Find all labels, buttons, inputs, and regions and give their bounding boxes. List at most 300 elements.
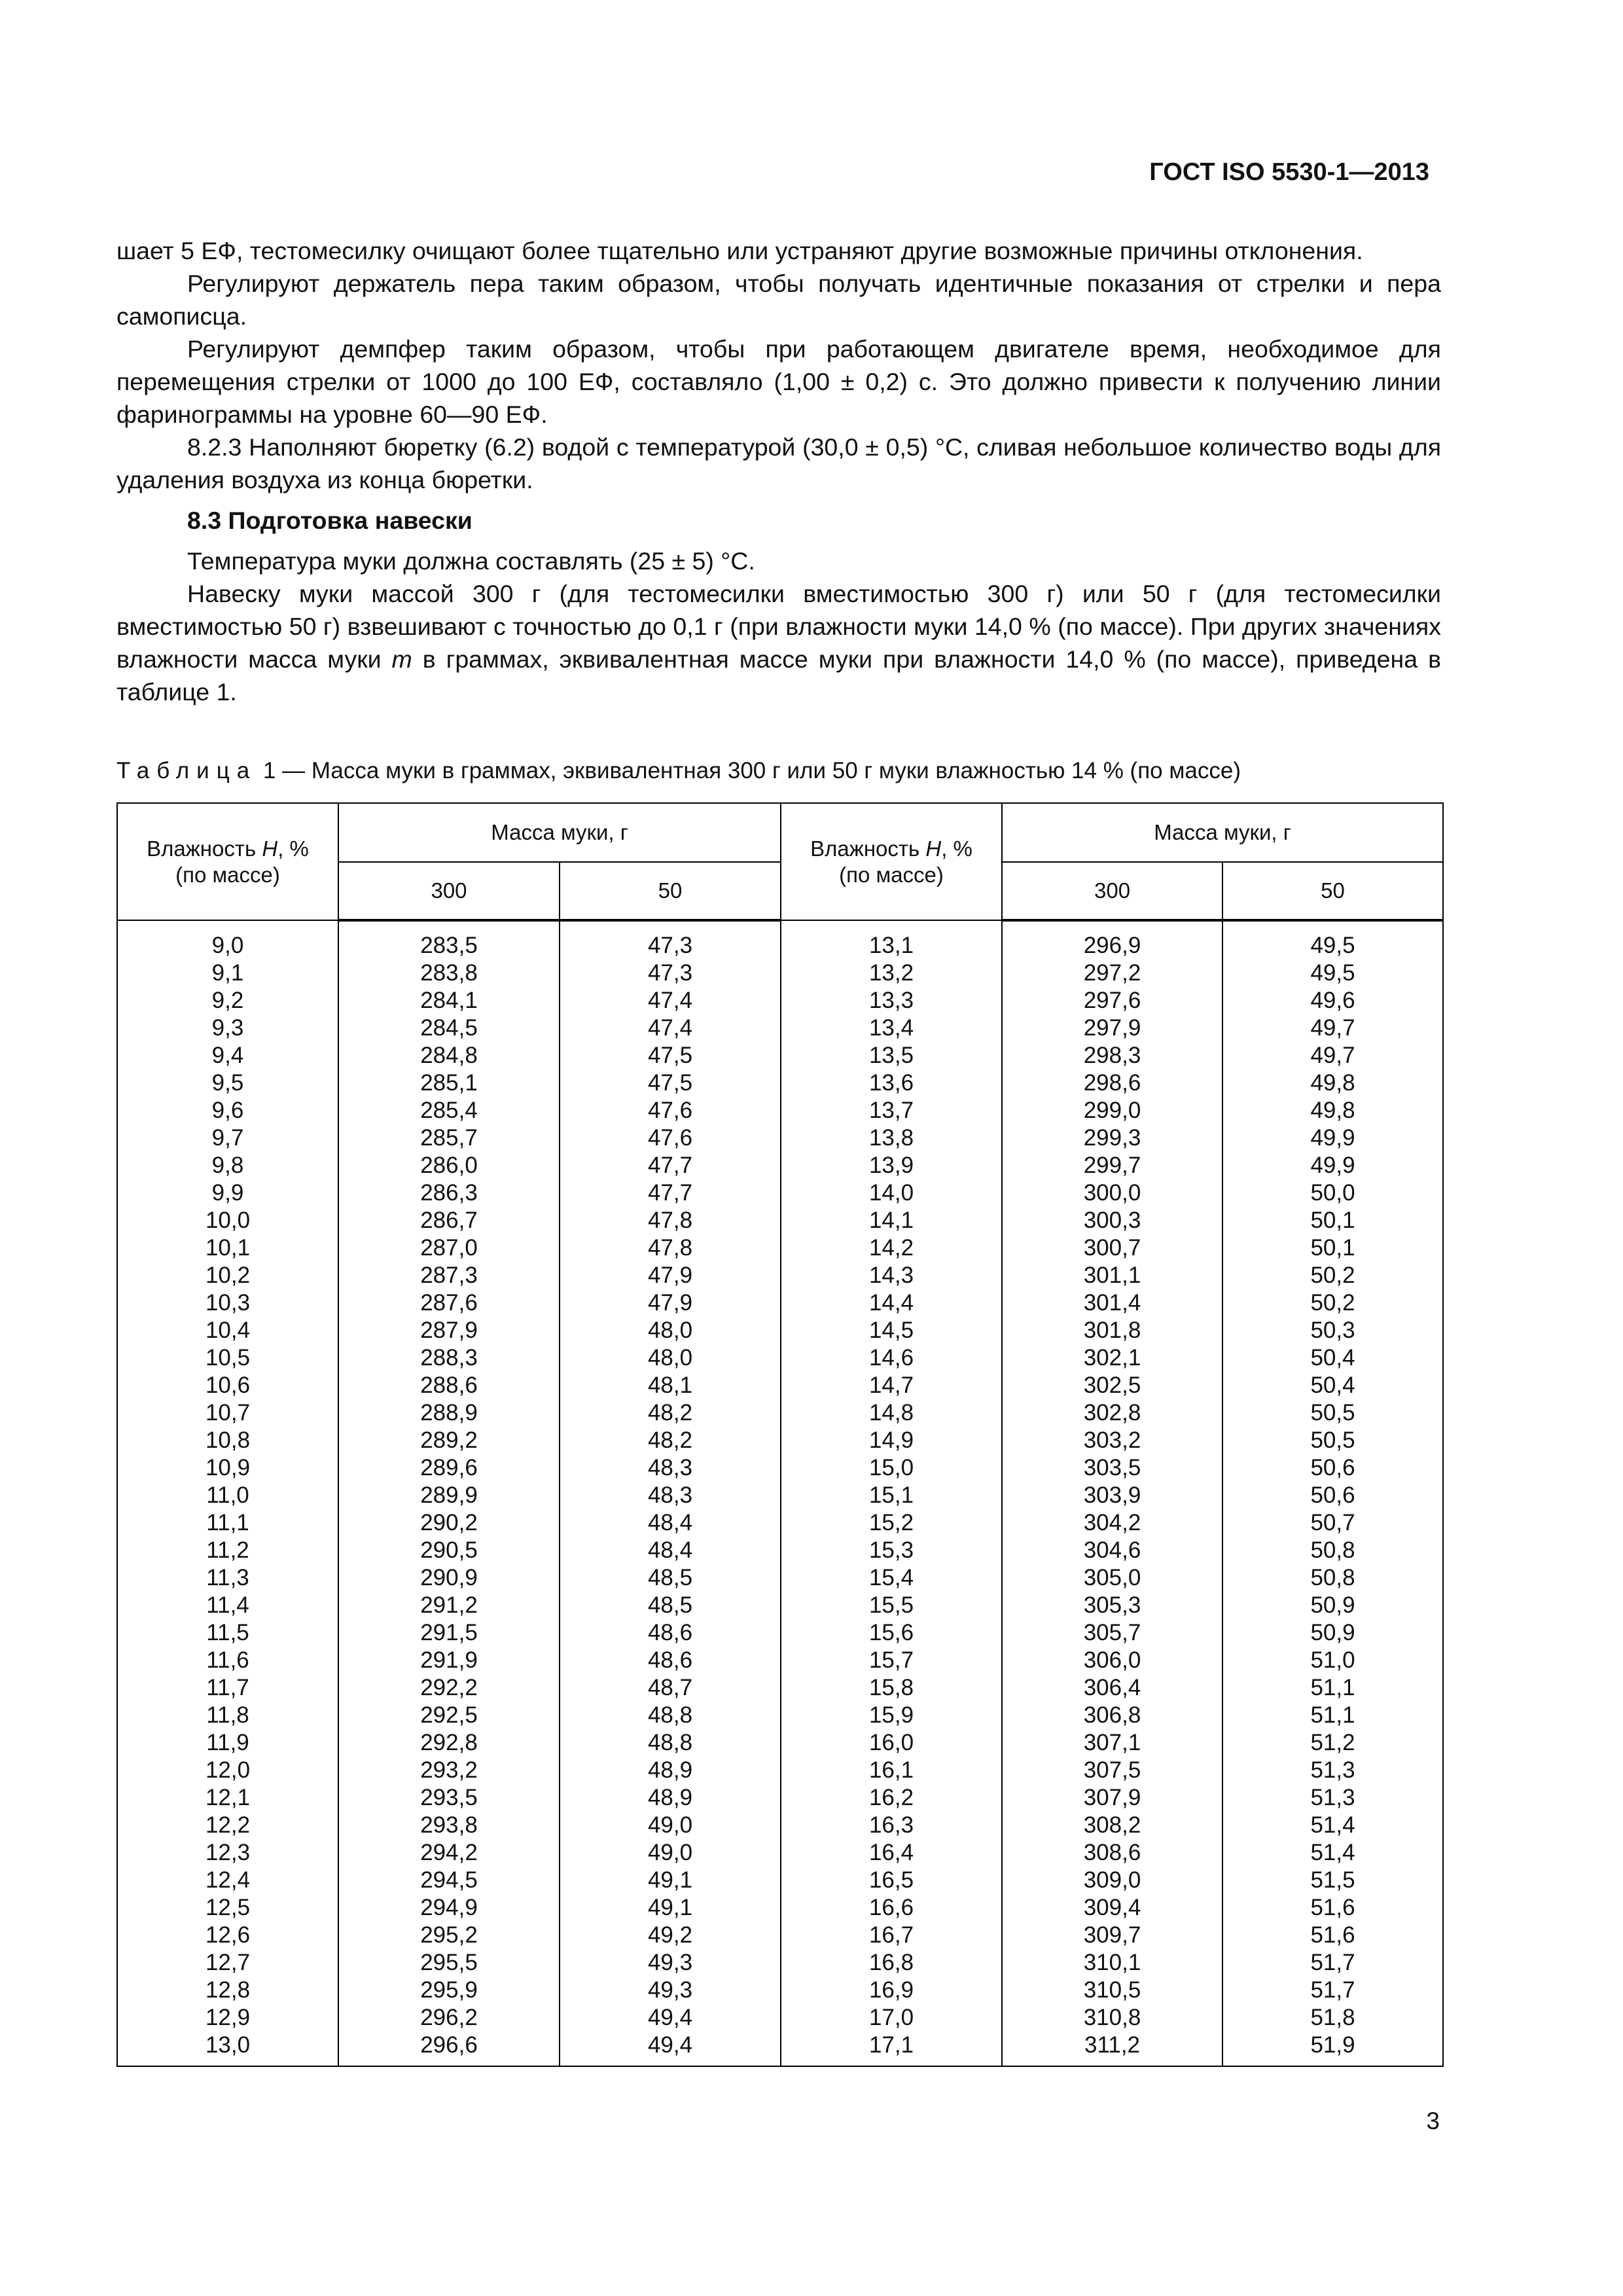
- table-cell: 47,8: [560, 1207, 781, 1234]
- table-cell: 10,6: [117, 1372, 338, 1399]
- table-cell: 296,9: [1002, 920, 1222, 960]
- table-cell: 50,7: [1222, 1509, 1443, 1537]
- table-row: [117, 1757, 1443, 1784]
- table-cell: 11,2: [117, 1537, 338, 1564]
- table-cell: 50,3: [1222, 1317, 1443, 1344]
- table-cell: 287,9: [338, 1317, 560, 1344]
- table-cell: 50,9: [1222, 1592, 1443, 1619]
- table-cell: 299,7: [1002, 1152, 1222, 1179]
- table-cell: 301,4: [1002, 1289, 1222, 1317]
- table-row: [117, 1537, 1443, 1564]
- table-cell: 12,3: [117, 1839, 338, 1867]
- table-row: [117, 1207, 1443, 1234]
- table-cell: 294,2: [338, 1839, 560, 1867]
- table-cell: 284,5: [338, 1014, 560, 1042]
- table-row: [117, 1977, 1443, 2004]
- table-cell: 48,2: [560, 1399, 781, 1427]
- table-row: [117, 1867, 1443, 1894]
- table-cell: 291,5: [338, 1619, 560, 1647]
- table-row: [117, 1949, 1443, 1977]
- table-cell: 14,6: [781, 1344, 1002, 1372]
- header-mass-left: Масса муки, г: [338, 803, 781, 862]
- table-cell: 50,1: [1222, 1207, 1443, 1234]
- table-cell: 305,7: [1002, 1619, 1222, 1647]
- table-row: [117, 1674, 1443, 1702]
- table-row: [117, 987, 1443, 1014]
- table-cell: 13,1: [781, 920, 1002, 960]
- table-cell: 47,6: [560, 1124, 781, 1152]
- paragraph-pen-holder: Регулируют держатель пера таким образом, чтобы получать идентичные показания от стрелки и пера самописца.: [116, 270, 1441, 330]
- table-cell: 16,5: [781, 1867, 1002, 1894]
- table-cell: 12,5: [117, 1894, 338, 1922]
- table-cell: 302,8: [1002, 1399, 1222, 1427]
- table-cell: 308,2: [1002, 1812, 1222, 1839]
- table-body: [117, 920, 1443, 2066]
- table-cell: 51,9: [1222, 2032, 1443, 2066]
- table-cell: 304,6: [1002, 1537, 1222, 1564]
- table-cell: 49,9: [1222, 1152, 1443, 1179]
- table-cell: 51,3: [1222, 1784, 1443, 1812]
- table-cell: 50,9: [1222, 1619, 1443, 1647]
- table-cell: 283,5: [338, 920, 560, 960]
- table-cell: 48,8: [560, 1729, 781, 1757]
- table-cell: 16,7: [781, 1922, 1002, 1949]
- table-cell: 47,4: [560, 1014, 781, 1042]
- table-cell: 50,5: [1222, 1427, 1443, 1454]
- header-mass-right: Масса муки, г: [1002, 803, 1443, 862]
- table-cell: 10,2: [117, 1262, 338, 1289]
- table-row: [117, 1894, 1443, 1922]
- table-cell: 51,1: [1222, 1702, 1443, 1729]
- table-cell: 47,7: [560, 1152, 781, 1179]
- table-cell: 11,3: [117, 1564, 338, 1592]
- table-cell: 306,8: [1002, 1702, 1222, 1729]
- table-cell: 50,6: [1222, 1454, 1443, 1482]
- table-cell: 51,0: [1222, 1647, 1443, 1674]
- table-cell: 10,5: [117, 1344, 338, 1372]
- table-cell: 302,5: [1002, 1372, 1222, 1399]
- table-cell: 12,1: [117, 1784, 338, 1812]
- table-row: [117, 1097, 1443, 1124]
- table-row: [117, 1592, 1443, 1619]
- table-cell: 10,8: [117, 1427, 338, 1454]
- table-row: [117, 1234, 1443, 1262]
- table-cell: 11,1: [117, 1509, 338, 1537]
- table-cell: 302,1: [1002, 1344, 1222, 1372]
- table-cell: 49,7: [1222, 1014, 1443, 1042]
- table-cell: 16,6: [781, 1894, 1002, 1922]
- table-cell: 14,0: [781, 1179, 1002, 1207]
- table-cell: 308,6: [1002, 1839, 1222, 1867]
- table-cell: 48,5: [560, 1592, 781, 1619]
- document-id: ГОСТ ISO 5530-1—2013: [1149, 158, 1429, 186]
- table-cell: 289,2: [338, 1427, 560, 1454]
- table-cell: 11,8: [117, 1702, 338, 1729]
- table-cell: 11,6: [117, 1647, 338, 1674]
- table-cell: 290,2: [338, 1509, 560, 1537]
- table-cell: 297,2: [1002, 960, 1222, 987]
- table-cell: 49,0: [560, 1812, 781, 1839]
- table-cell: 15,9: [781, 1702, 1002, 1729]
- table-cell: 48,5: [560, 1564, 781, 1592]
- table-cell: 292,8: [338, 1729, 560, 1757]
- table-cell: 49,9: [1222, 1124, 1443, 1152]
- table-cell: 9,2: [117, 987, 338, 1014]
- table-cell: 16,2: [781, 1784, 1002, 1812]
- table-cell: 49,6: [1222, 987, 1443, 1014]
- table-cell: 47,7: [560, 1179, 781, 1207]
- table-cell: 17,1: [781, 2032, 1002, 2066]
- table-row: [117, 1702, 1443, 1729]
- table-cell: 299,3: [1002, 1124, 1222, 1152]
- table-cell: 9,9: [117, 1179, 338, 1207]
- table-cell: 13,9: [781, 1152, 1002, 1179]
- table-row: [117, 1922, 1443, 1949]
- table-cell: 15,4: [781, 1564, 1002, 1592]
- table-cell: 49,0: [560, 1839, 781, 1867]
- table-cell: 12,0: [117, 1757, 338, 1784]
- table-cell: 289,6: [338, 1454, 560, 1482]
- table-cell: 50,2: [1222, 1289, 1443, 1317]
- table-cell: 297,6: [1002, 987, 1222, 1014]
- table-cell: 48,6: [560, 1647, 781, 1674]
- table-cell: 11,5: [117, 1619, 338, 1647]
- table-cell: 12,8: [117, 1977, 338, 2004]
- body-text: [116, 234, 1441, 708]
- table-cell: 49,3: [560, 1977, 781, 2004]
- table-cell: 9,8: [117, 1152, 338, 1179]
- paragraph-damper: Регулируют демпфер таким образом, чтобы при работающем двигателе время, необходимое для перемещения стрелки от 1000 до 100 ЕФ, составляло (1,00 ± 0,2) с. Это должно привести к получению линии фаринограммы на уровне 60—90 ЕФ.: [116, 335, 1441, 428]
- table-cell: 47,5: [560, 1042, 781, 1069]
- table-cell: 47,3: [560, 920, 781, 960]
- table-cell: 291,9: [338, 1647, 560, 1674]
- table-row: [117, 1564, 1443, 1592]
- table-cell: 47,9: [560, 1289, 781, 1317]
- section-heading-8-3: 8.3 Подготовка навески: [187, 507, 473, 534]
- table-row: [117, 1427, 1443, 1454]
- table-cell: 300,0: [1002, 1179, 1222, 1207]
- table-row: [117, 1647, 1443, 1674]
- table-cell: 304,2: [1002, 1509, 1222, 1537]
- header-50-right: 50: [1222, 862, 1443, 920]
- table-cell: 15,7: [781, 1647, 1002, 1674]
- table-cell: 306,4: [1002, 1674, 1222, 1702]
- table-cell: 50,5: [1222, 1399, 1443, 1427]
- table-cell: 49,1: [560, 1867, 781, 1894]
- table-cell: 309,0: [1002, 1867, 1222, 1894]
- table-cell: 16,8: [781, 1949, 1002, 1977]
- table-cell: 50,0: [1222, 1179, 1443, 1207]
- table-cell: 285,7: [338, 1124, 560, 1152]
- table-cell: 48,0: [560, 1317, 781, 1344]
- paragraph-continuation: шает 5 ЕФ, тестомесилку очищают более тщательно или устраняют другие возможные причины отклонения.: [116, 237, 1363, 264]
- table-cell: 288,9: [338, 1399, 560, 1427]
- table-cell: 47,8: [560, 1234, 781, 1262]
- table-cell: 51,3: [1222, 1757, 1443, 1784]
- table-cell: 13,8: [781, 1124, 1002, 1152]
- table-cell: 48,9: [560, 1784, 781, 1812]
- table-cell: 10,9: [117, 1454, 338, 1482]
- table-cell: 295,5: [338, 1949, 560, 1977]
- table-cell: 310,8: [1002, 2004, 1222, 2032]
- table-cell: 287,0: [338, 1234, 560, 1262]
- sample-mass-text-b: в граммах, эквивалентная массе муки при влажности 14,0 % (по массе), приведена в таблице 1.: [116, 645, 1441, 706]
- table-cell: 284,8: [338, 1042, 560, 1069]
- table-cell: 296,6: [338, 2032, 560, 2066]
- table-cell: 47,3: [560, 960, 781, 987]
- table-row: [117, 920, 1443, 960]
- table-cell: 51,6: [1222, 1922, 1443, 1949]
- table-cell: 14,9: [781, 1427, 1002, 1454]
- table-cell: 13,0: [117, 2032, 338, 2066]
- table-cell: 17,0: [781, 2004, 1002, 2032]
- table-cell: 11,9: [117, 1729, 338, 1757]
- table-cell: 297,9: [1002, 1014, 1222, 1042]
- table-cell: 51,4: [1222, 1812, 1443, 1839]
- table-row: [117, 1317, 1443, 1344]
- table-cell: 49,8: [1222, 1097, 1443, 1124]
- table-row: [117, 1482, 1443, 1509]
- table-cell: 49,8: [1222, 1069, 1443, 1097]
- table-cell: 51,7: [1222, 1977, 1443, 2004]
- table-cell: 49,4: [560, 2004, 781, 2032]
- table-row: [117, 1454, 1443, 1482]
- table-cell: 48,1: [560, 1372, 781, 1399]
- table-cell: 288,3: [338, 1344, 560, 1372]
- table-cell: 303,2: [1002, 1427, 1222, 1454]
- table-cell: 15,0: [781, 1454, 1002, 1482]
- mass-symbol: m: [391, 645, 412, 673]
- table-row: [117, 1839, 1443, 1867]
- table-cell: 51,4: [1222, 1839, 1443, 1867]
- table-cell: 13,6: [781, 1069, 1002, 1097]
- table-cell: 294,5: [338, 1867, 560, 1894]
- table-cell: 12,7: [117, 1949, 338, 1977]
- table-cell: 286,7: [338, 1207, 560, 1234]
- table-cell: 286,3: [338, 1179, 560, 1207]
- table-row: [117, 1784, 1443, 1812]
- paragraph-temperature: Температура муки должна составлять (25 ± 5) °С.: [187, 547, 755, 575]
- table-cell: 16,3: [781, 1812, 1002, 1839]
- table-cell: 49,5: [1222, 960, 1443, 987]
- table-cell: 14,8: [781, 1399, 1002, 1427]
- header-50-left: 50: [560, 862, 781, 920]
- moisture-mass-table: [116, 802, 1444, 2067]
- table-cell: 292,5: [338, 1702, 560, 1729]
- table-caption: [116, 758, 1241, 784]
- table-cell: 303,9: [1002, 1482, 1222, 1509]
- table-cell: 10,4: [117, 1317, 338, 1344]
- table-cell: 295,2: [338, 1922, 560, 1949]
- table-cell: 287,3: [338, 1262, 560, 1289]
- table-cell: 48,6: [560, 1619, 781, 1647]
- table-row: [117, 1042, 1443, 1069]
- table-cell: 16,4: [781, 1839, 1002, 1867]
- table-row: [117, 1069, 1443, 1097]
- table-cell: 13,7: [781, 1097, 1002, 1124]
- table-cell: 47,5: [560, 1069, 781, 1097]
- table-cell: 12,6: [117, 1922, 338, 1949]
- table-cell: 299,0: [1002, 1097, 1222, 1124]
- table-row: [117, 1399, 1443, 1427]
- table-cell: 293,5: [338, 1784, 560, 1812]
- table-cell: 307,1: [1002, 1729, 1222, 1757]
- table-cell: 48,9: [560, 1757, 781, 1784]
- table-cell: 51,8: [1222, 2004, 1443, 2032]
- table-cell: 49,3: [560, 1949, 781, 1977]
- table-cell: 14,5: [781, 1317, 1002, 1344]
- table-cell: 298,3: [1002, 1042, 1222, 1069]
- paragraph-sample-mass: [116, 577, 1441, 708]
- table-cell: 51,1: [1222, 1674, 1443, 1702]
- table-cell: 51,7: [1222, 1949, 1443, 1977]
- table-row: [117, 1812, 1443, 1839]
- table-row: [117, 1619, 1443, 1647]
- table-cell: 47,9: [560, 1262, 781, 1289]
- table-row: [117, 1509, 1443, 1537]
- table-cell: 14,2: [781, 1234, 1002, 1262]
- table-row: [117, 1014, 1443, 1042]
- table-cell: 293,8: [338, 1812, 560, 1839]
- table-cell: 9,0: [117, 920, 338, 960]
- table-cell: 9,6: [117, 1097, 338, 1124]
- table-cell: 47,6: [560, 1097, 781, 1124]
- table-cell: 50,4: [1222, 1372, 1443, 1399]
- table-cell: 10,0: [117, 1207, 338, 1234]
- table-cell: 51,6: [1222, 1894, 1443, 1922]
- table-cell: 13,4: [781, 1014, 1002, 1042]
- table-cell: 296,2: [338, 2004, 560, 2032]
- table-cell: 50,2: [1222, 1262, 1443, 1289]
- table-cell: 51,2: [1222, 1729, 1443, 1757]
- table-cell: 47,4: [560, 987, 781, 1014]
- table-cell: 15,8: [781, 1674, 1002, 1702]
- table-cell: 14,1: [781, 1207, 1002, 1234]
- table-cell: 11,0: [117, 1482, 338, 1509]
- table-cell: 289,9: [338, 1482, 560, 1509]
- table-cell: 11,4: [117, 1592, 338, 1619]
- table-cell: 284,1: [338, 987, 560, 1014]
- sample-mass-text-a: Навеску муки массой 300 г (для тестомесилки вместимостью 300 г) или 50 г (для тестомесилки вместимостью 50 г) взвешивают с точностью до 0,1 г (при влажности муки 14,0 % (по массе). При других значениях влажности масса муки: [116, 580, 1441, 673]
- table-cell: 14,3: [781, 1262, 1002, 1289]
- table-cell: 9,4: [117, 1042, 338, 1069]
- table-cell: 48,2: [560, 1427, 781, 1454]
- paragraph-8-2-3: 8.2.3 Наполняют бюретку (6.2) водой с температурой (30,0 ± 0,5) °С, сливая небольшое количество воды для удаления воздуха из конца бюретки.: [116, 433, 1441, 493]
- table-cell: 15,2: [781, 1509, 1002, 1537]
- page-number: 3: [1426, 2108, 1440, 2134]
- table-cell: 16,0: [781, 1729, 1002, 1757]
- table-cell: 50,8: [1222, 1564, 1443, 1592]
- table-cell: 13,2: [781, 960, 1002, 987]
- table-cell: 305,3: [1002, 1592, 1222, 1619]
- table-cell: 48,8: [560, 1702, 781, 1729]
- table-cell: 303,5: [1002, 1454, 1222, 1482]
- table-cell: 13,3: [781, 987, 1002, 1014]
- table-cell: 295,9: [338, 1977, 560, 2004]
- header-moisture-right: Влажность Н, % (по массе): [781, 803, 1002, 920]
- table-cell: 15,1: [781, 1482, 1002, 1509]
- table-cell: 50,6: [1222, 1482, 1443, 1509]
- table-cell: 48,4: [560, 1509, 781, 1537]
- table-cell: 12,2: [117, 1812, 338, 1839]
- table-row: [117, 960, 1443, 987]
- table-row: [117, 1344, 1443, 1372]
- table-cell: 10,3: [117, 1289, 338, 1317]
- table-cell: 306,0: [1002, 1647, 1222, 1674]
- table-cell: 10,7: [117, 1399, 338, 1427]
- table-row: [117, 1124, 1443, 1152]
- table-cell: 310,1: [1002, 1949, 1222, 1977]
- table-cell: 48,3: [560, 1454, 781, 1482]
- table-cell: 293,2: [338, 1757, 560, 1784]
- table-cell: 307,5: [1002, 1757, 1222, 1784]
- header-300-left: 300: [338, 862, 560, 920]
- table-cell: 298,6: [1002, 1069, 1222, 1097]
- table-cell: 294,9: [338, 1894, 560, 1922]
- table-cell: 309,7: [1002, 1922, 1222, 1949]
- header-300-right: 300: [1002, 862, 1222, 920]
- table-cell: 48,4: [560, 1537, 781, 1564]
- table-cell: 292,2: [338, 1674, 560, 1702]
- table-cell: 9,3: [117, 1014, 338, 1042]
- table-cell: 13,5: [781, 1042, 1002, 1069]
- table-cell: 12,9: [117, 2004, 338, 2032]
- table-row: [117, 1179, 1443, 1207]
- table-cell: 50,8: [1222, 1537, 1443, 1564]
- table-cell: 9,7: [117, 1124, 338, 1152]
- table-cell: 49,1: [560, 1894, 781, 1922]
- table-cell: 310,5: [1002, 1977, 1222, 2004]
- table-cell: 15,6: [781, 1619, 1002, 1647]
- table-cell: 15,3: [781, 1537, 1002, 1564]
- table-row: [117, 2004, 1443, 2032]
- table-cell: 285,1: [338, 1069, 560, 1097]
- table-cell: 11,7: [117, 1674, 338, 1702]
- table-row: [117, 1729, 1443, 1757]
- table-cell: 287,6: [338, 1289, 560, 1317]
- table-cell: 300,3: [1002, 1207, 1222, 1234]
- table-cell: 48,0: [560, 1344, 781, 1372]
- table-cell: 283,8: [338, 960, 560, 987]
- table-cell: 48,7: [560, 1674, 781, 1702]
- table-cell: 49,5: [1222, 920, 1443, 960]
- table-cell: 305,0: [1002, 1564, 1222, 1592]
- table-cell: 16,9: [781, 1977, 1002, 2004]
- table-cell: 9,1: [117, 960, 338, 987]
- table-cell: 15,5: [781, 1592, 1002, 1619]
- table-row: [117, 1289, 1443, 1317]
- table-cell: 48,3: [560, 1482, 781, 1509]
- table-cell: 49,2: [560, 1922, 781, 1949]
- table-cell: 311,2: [1002, 2032, 1222, 2066]
- table-cell: 290,5: [338, 1537, 560, 1564]
- table-cell: 286,0: [338, 1152, 560, 1179]
- table-cell: 16,1: [781, 1757, 1002, 1784]
- table-caption-text: 1 — Масса муки в граммах, эквивалентная 300 г или 50 г муки влажностью 14 % (по массе): [262, 758, 1241, 783]
- table-cell: 49,4: [560, 2032, 781, 2066]
- table-row: [117, 2032, 1443, 2066]
- table-cell: 49,7: [1222, 1042, 1443, 1069]
- table-cell: 307,9: [1002, 1784, 1222, 1812]
- table-cell: 51,5: [1222, 1867, 1443, 1894]
- table-cell: 290,9: [338, 1564, 560, 1592]
- table-cell: 9,5: [117, 1069, 338, 1097]
- table-row: [117, 1372, 1443, 1399]
- table-cell: 14,7: [781, 1372, 1002, 1399]
- table-cell: 10,1: [117, 1234, 338, 1262]
- table-cell: 288,6: [338, 1372, 560, 1399]
- table-row: [117, 1152, 1443, 1179]
